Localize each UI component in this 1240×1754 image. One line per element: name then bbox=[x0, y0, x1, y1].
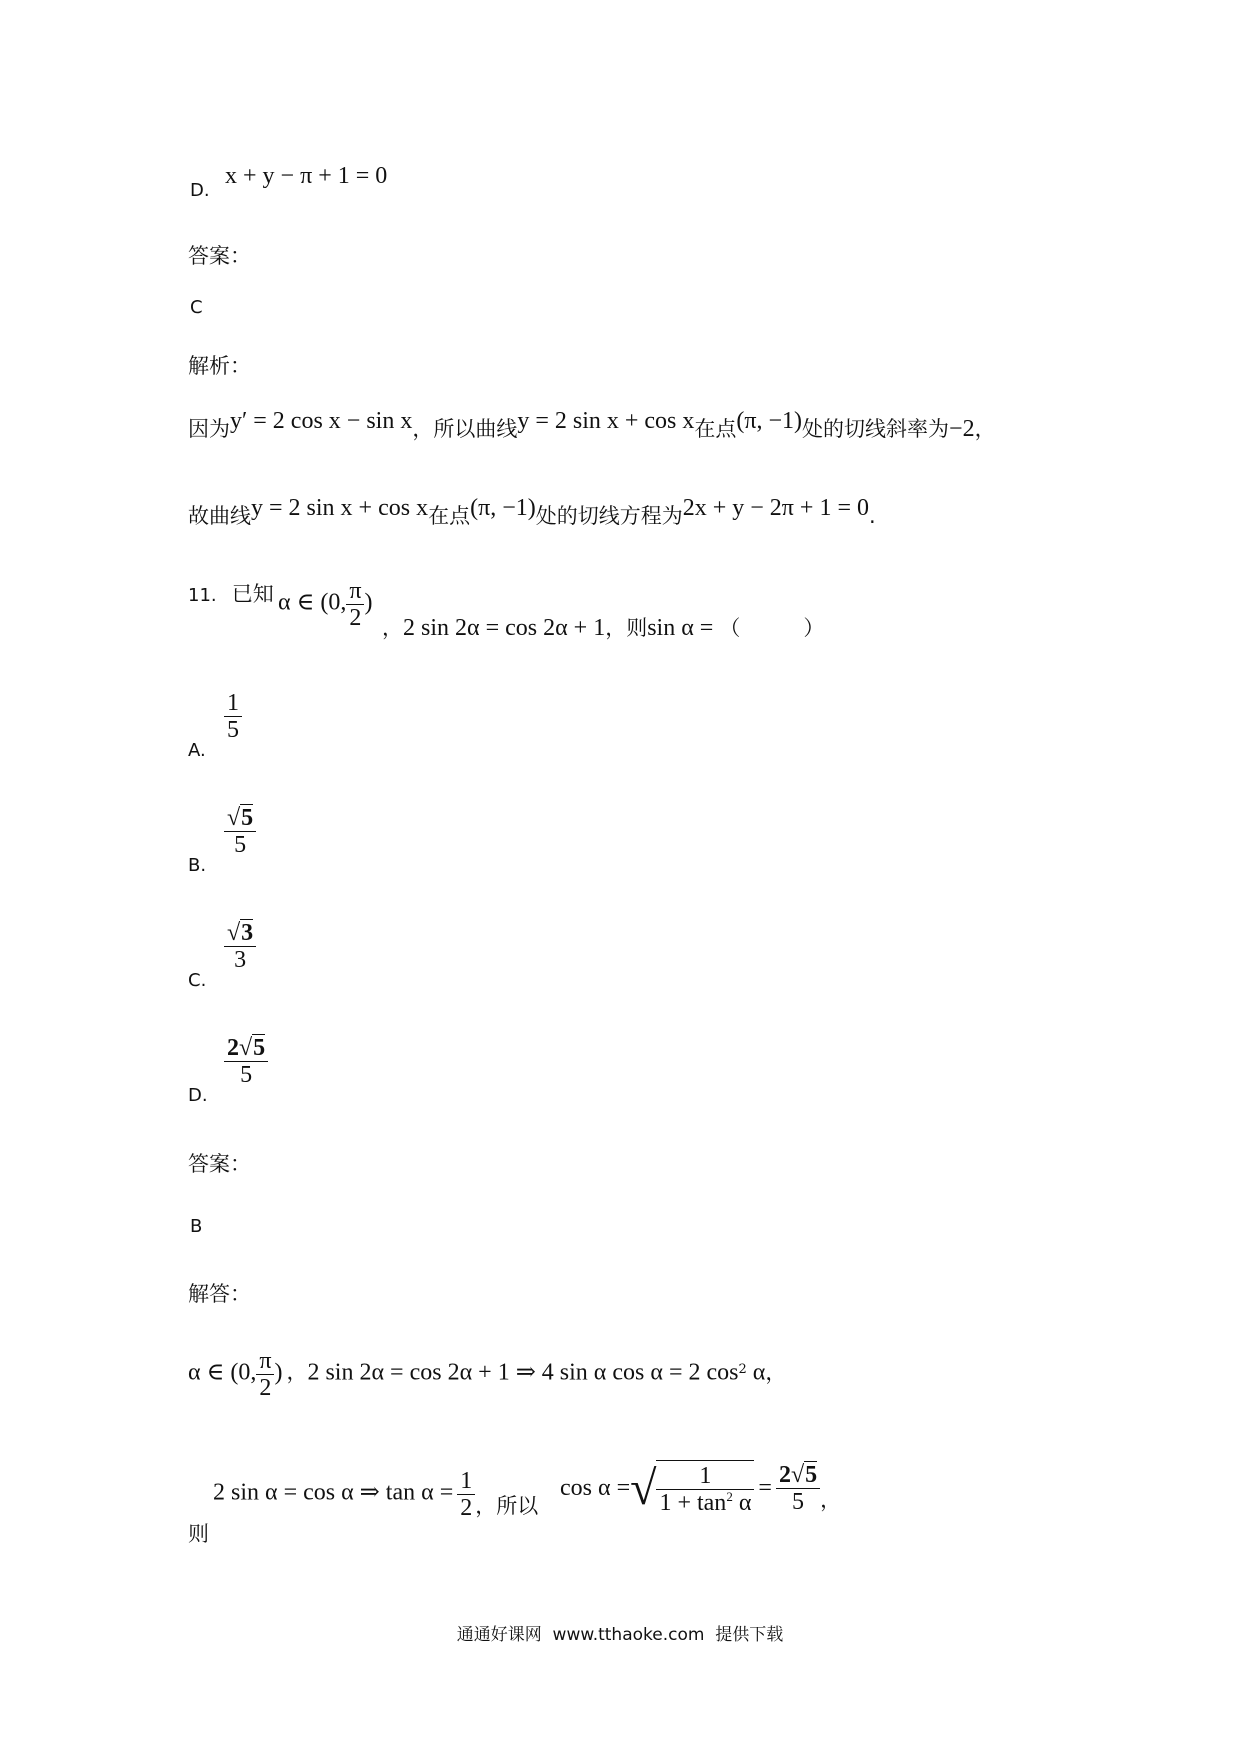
text: 已知 bbox=[231, 582, 274, 606]
q11-option-c bbox=[188, 920, 254, 991]
text: 因为 bbox=[188, 417, 230, 441]
denominator bbox=[656, 1490, 754, 1516]
q11-condition bbox=[278, 578, 372, 632]
option-fraction bbox=[224, 805, 256, 859]
question-11 bbox=[188, 578, 274, 608]
fraction bbox=[346, 578, 364, 632]
text: α bbox=[746, 1359, 766, 1386]
denominator: 5 bbox=[240, 1062, 253, 1089]
numerator: π bbox=[259, 1348, 272, 1374]
q11-option-d bbox=[188, 1035, 266, 1106]
text: = bbox=[758, 1474, 772, 1501]
fraction bbox=[457, 1468, 475, 1522]
sqrt-symbol: √ bbox=[227, 805, 241, 831]
answer-label: 答案： bbox=[188, 1152, 251, 1176]
text: ， bbox=[286, 1360, 308, 1385]
text: 在点 bbox=[694, 417, 737, 441]
q11-equation bbox=[382, 612, 824, 642]
footer: 通通好课网 www.tthaoke.com 提供下载 bbox=[456, 1625, 784, 1645]
q11-option-a bbox=[188, 690, 239, 761]
sqrt-symbol: 2√ bbox=[778, 1461, 805, 1488]
tangent-line-expr: 2x + y − 2π + 1 = 0 bbox=[682, 495, 869, 521]
ask-expr: sin α = bbox=[647, 615, 714, 641]
solution-line-2 bbox=[213, 1468, 538, 1522]
radicand: 5 bbox=[241, 805, 254, 831]
option-label: C. bbox=[188, 970, 207, 991]
q10-option-d bbox=[190, 170, 210, 201]
q11-option-b bbox=[188, 805, 254, 876]
sqrt-symbol: 2√ bbox=[227, 1035, 253, 1061]
text: ，所以曲线 bbox=[412, 417, 518, 441]
fraction bbox=[256, 1348, 274, 1402]
text: α ∈ (0, bbox=[188, 1359, 257, 1386]
exponent: 2 bbox=[726, 1489, 733, 1505]
q10-option-d-expr: x + y − π + 1 = 0 bbox=[225, 163, 388, 189]
text: . bbox=[868, 504, 876, 528]
denominator: 5 bbox=[234, 832, 247, 859]
question-number: 11. bbox=[188, 585, 217, 606]
option-fraction bbox=[224, 690, 242, 744]
equation: 2 sin 2α = cos 2α + 1 ⇒ 4 sin α cos α = 2 cos bbox=[307, 1359, 739, 1386]
sqrt-symbol: √ bbox=[630, 1461, 657, 1515]
text: ，则 bbox=[605, 616, 648, 640]
radicand: 5 bbox=[253, 1035, 266, 1061]
numerator: π bbox=[349, 578, 362, 604]
answer-value: C bbox=[190, 297, 203, 318]
answer-blank: （ ） bbox=[719, 616, 825, 640]
analysis-line-2 bbox=[188, 495, 876, 530]
option-label: A. bbox=[188, 740, 206, 761]
solution-line-2-then bbox=[188, 1518, 209, 1548]
option-label: D. bbox=[190, 180, 210, 201]
exponent: 2 bbox=[738, 1362, 747, 1378]
radicand: 3 bbox=[241, 920, 254, 946]
result-fraction bbox=[776, 1462, 820, 1516]
text: 故曲线 bbox=[188, 504, 251, 528]
equation: 2 sin 2α = cos 2α + 1 bbox=[403, 615, 606, 641]
slope-value: −2 bbox=[949, 416, 975, 442]
curve-expr: y = 2 sin x + cos x bbox=[517, 408, 695, 434]
text: α bbox=[732, 1490, 752, 1517]
denominator: 2 bbox=[349, 605, 362, 632]
answer-label: 答案： bbox=[188, 244, 251, 268]
radicand-fraction bbox=[656, 1460, 754, 1517]
numerator bbox=[224, 920, 256, 946]
text: ， bbox=[820, 1487, 842, 1512]
option-fraction bbox=[224, 920, 256, 974]
text: 处的切线斜率为 bbox=[802, 417, 950, 441]
text: ， bbox=[974, 417, 996, 441]
analysis-line-1 bbox=[188, 408, 996, 443]
text: ， bbox=[765, 1360, 787, 1385]
analysis-label: 解析： bbox=[188, 354, 251, 378]
numerator bbox=[776, 1462, 820, 1488]
equation: 2 sin α = cos α ⇒ tan α = bbox=[213, 1479, 454, 1506]
numerator bbox=[224, 805, 256, 831]
text: ) bbox=[274, 1359, 283, 1386]
solution-line-1 bbox=[188, 1348, 786, 1402]
text: 1 + tan bbox=[659, 1490, 727, 1517]
numerator: 1 bbox=[460, 1468, 473, 1494]
curve-expr: y = 2 sin x + cos x bbox=[251, 495, 429, 521]
numerator: 1 bbox=[699, 1463, 712, 1489]
text: α ∈ (0, bbox=[278, 589, 347, 616]
derivative-expr: y′ = 2 cos x − sin x bbox=[230, 408, 413, 434]
denominator: 3 bbox=[234, 947, 247, 974]
text: 在点 bbox=[428, 504, 471, 528]
text: ，所以 bbox=[475, 1494, 539, 1519]
sqrt-symbol: √ bbox=[227, 920, 241, 946]
option-label: B. bbox=[188, 855, 207, 876]
text: 处的切线方程为 bbox=[535, 504, 683, 528]
text: 则 bbox=[188, 1522, 209, 1546]
numerator bbox=[224, 1035, 268, 1061]
point-expr: (π, −1) bbox=[736, 408, 803, 434]
denominator: 2 bbox=[259, 1375, 272, 1402]
text: ) bbox=[364, 589, 373, 616]
denominator: 2 bbox=[460, 1495, 473, 1522]
numerator: 1 bbox=[227, 690, 239, 716]
option-fraction bbox=[224, 1035, 268, 1089]
cos-result bbox=[560, 1460, 841, 1517]
denominator: 5 bbox=[227, 717, 239, 744]
denominator: 5 bbox=[792, 1488, 805, 1515]
point-expr: (π, −1) bbox=[470, 495, 536, 521]
radicand: 5 bbox=[805, 1461, 818, 1488]
solution-label: 解答： bbox=[188, 1282, 251, 1306]
option-label: D. bbox=[188, 1085, 208, 1106]
answer-value: B bbox=[190, 1216, 203, 1237]
cos-expr: cos α = bbox=[560, 1474, 631, 1501]
text: ， bbox=[382, 616, 403, 640]
